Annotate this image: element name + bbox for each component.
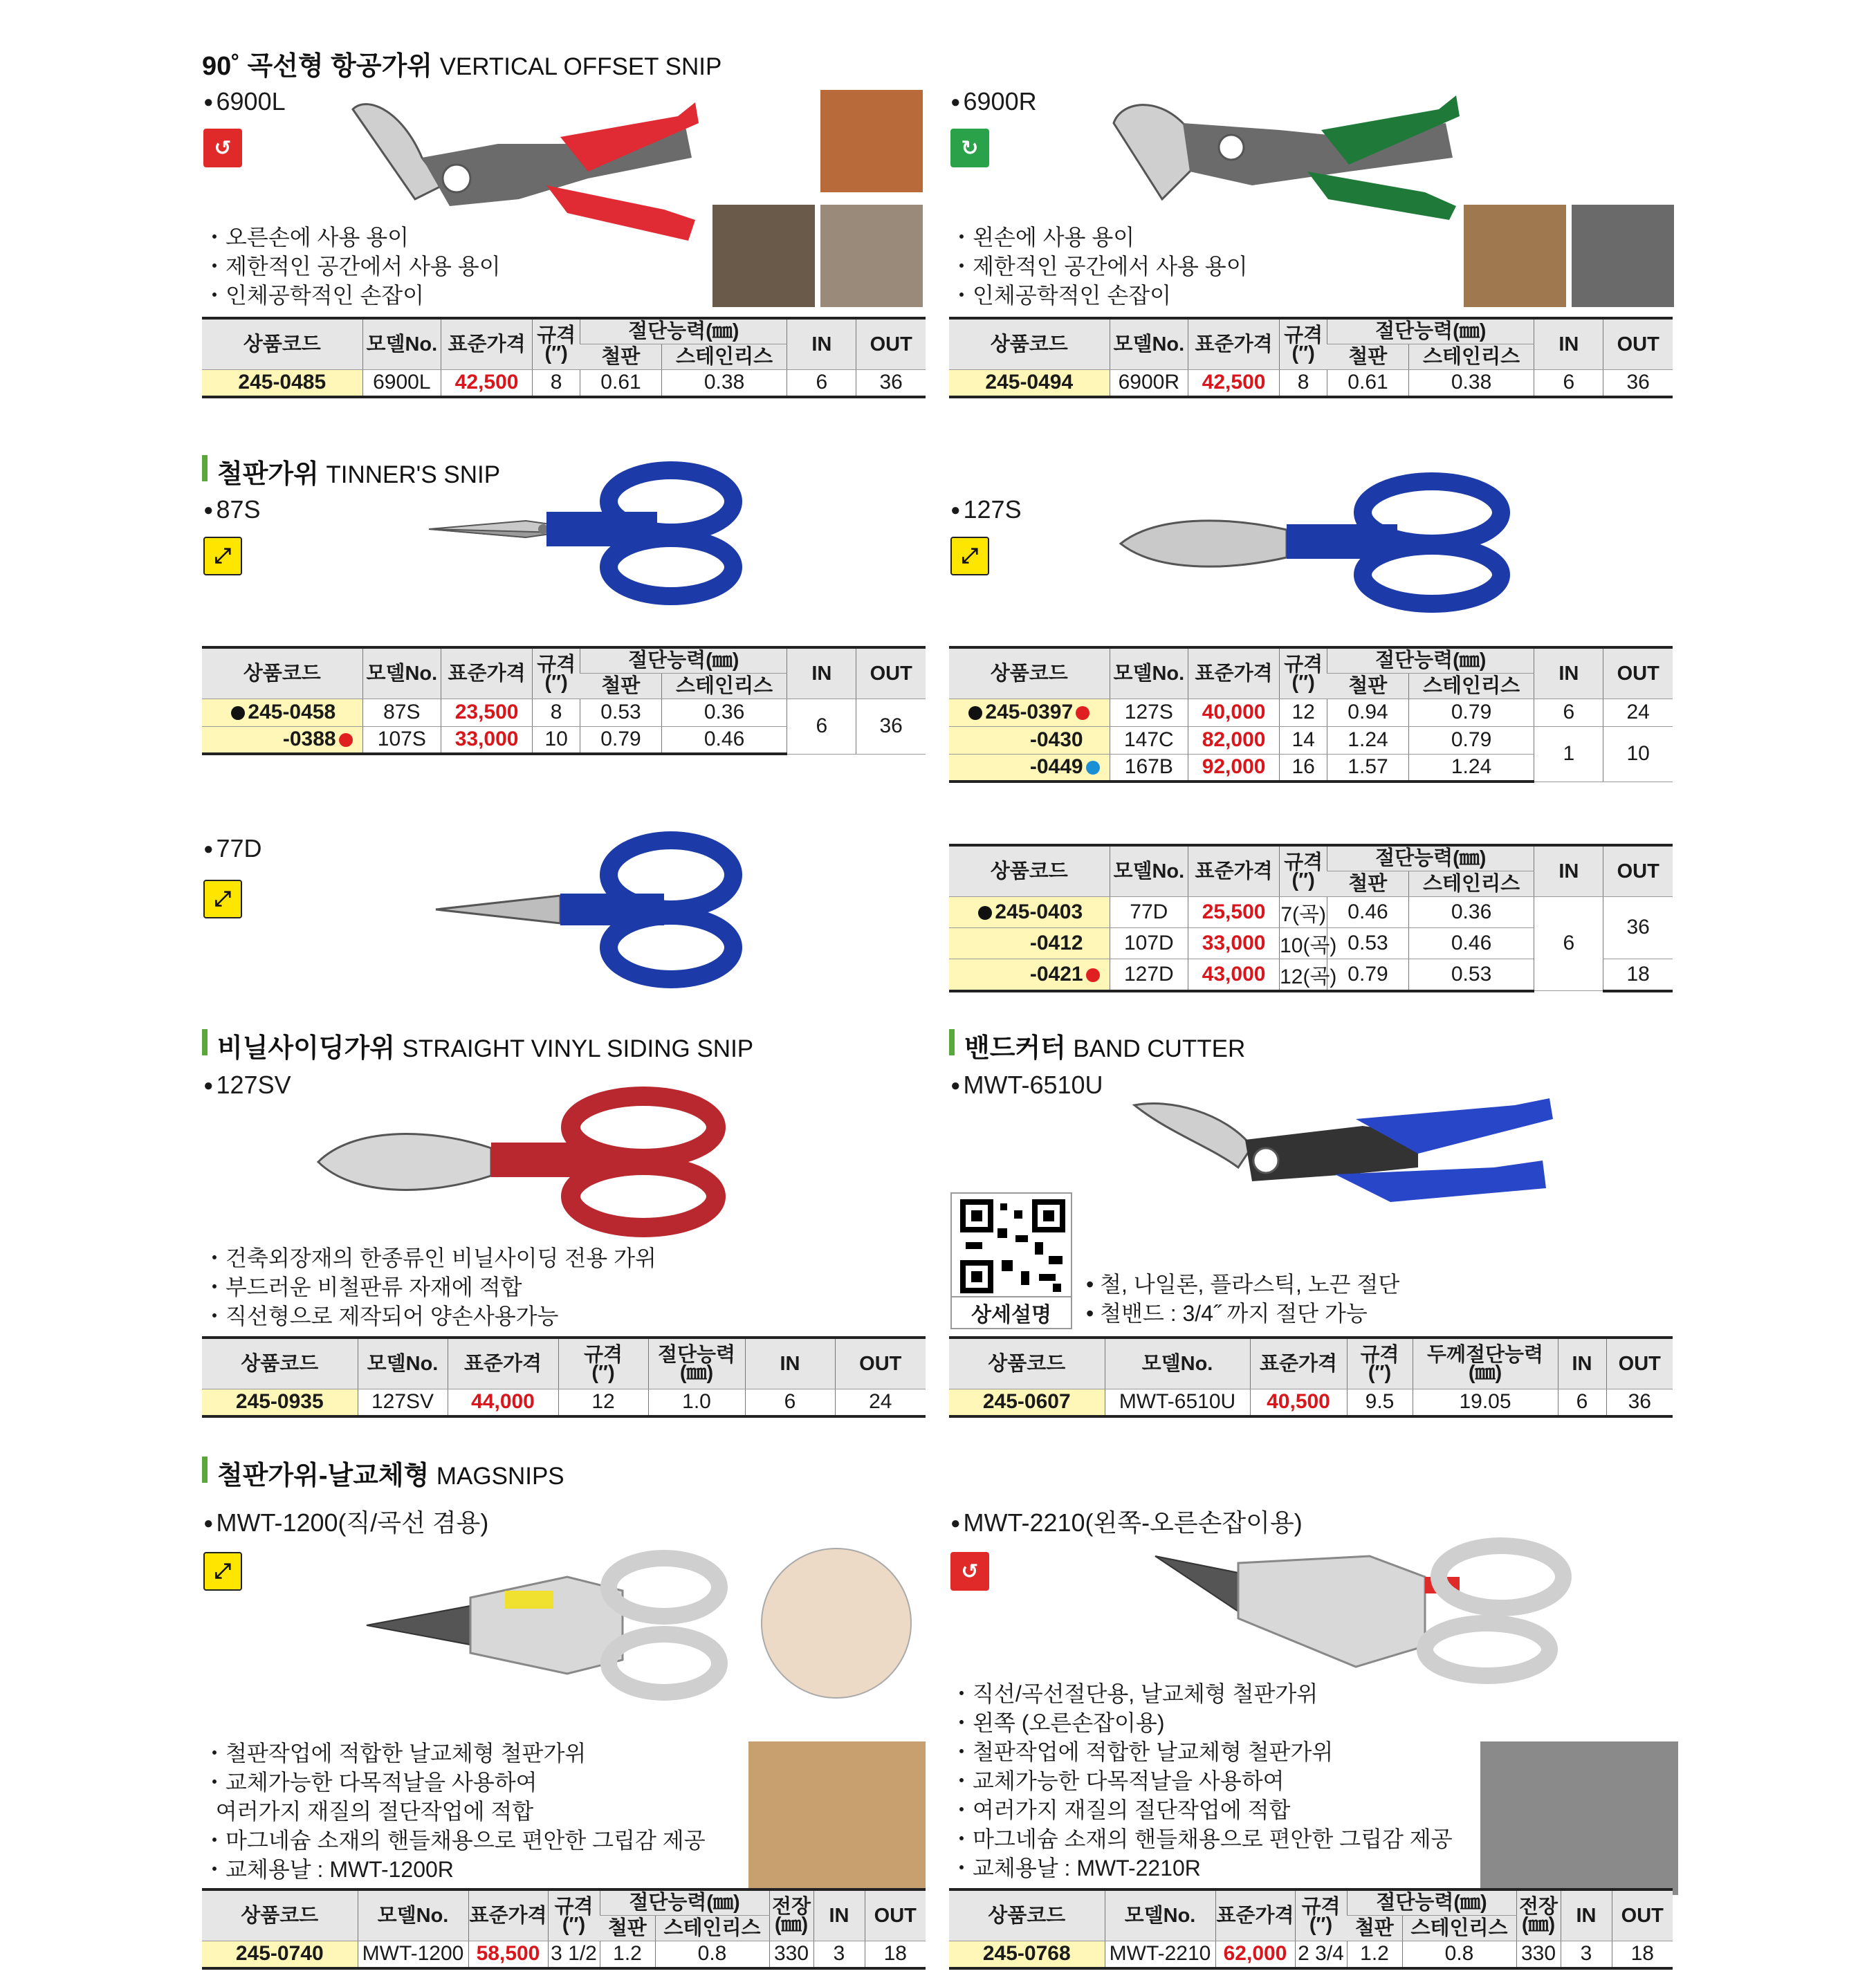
header-stainless: 스테인리스	[1408, 344, 1534, 369]
header-code: 상품코드	[949, 845, 1110, 896]
header-cut: 절단능력(㎜)	[600, 1889, 769, 1915]
snip-87S-image	[422, 463, 740, 602]
red-curve-arrows-icon: ↺	[950, 1552, 989, 1591]
header-cut: 절단능력(㎜)	[580, 647, 787, 673]
spec-table-127SV	[202, 1336, 926, 1418]
length: 330	[769, 1941, 813, 1968]
model-127S: ● 127S	[950, 495, 1022, 524]
feature-line: ・철판작업에 적합한 날교체형 철판가위	[203, 1741, 587, 1766]
qty-in: 6	[1534, 699, 1603, 726]
table-row	[949, 1941, 1673, 1968]
size: 10	[533, 726, 580, 754]
qty-out: 36	[1603, 369, 1673, 397]
product-code: -0421	[949, 959, 1110, 991]
header-model: 모델No.	[362, 318, 441, 369]
qty-in: 3	[813, 1941, 865, 1968]
qty-in: 3	[1561, 1941, 1612, 1968]
header-out: OUT	[1612, 1889, 1673, 1941]
model-no: 167B	[1110, 754, 1188, 782]
qty-in: 1	[1534, 726, 1603, 782]
feature-line: ・여러가지 재질의 절단작업에 적합	[950, 1797, 1291, 1822]
table-row	[949, 699, 1673, 726]
feature-line: • 철밴드 : 3/4˝ 까지 절단 가능	[1086, 1301, 1368, 1326]
product-code: -0449	[949, 754, 1110, 782]
snip-77D-image	[429, 830, 740, 989]
header-out: OUT	[1603, 845, 1673, 896]
header-model: 모델No.	[1105, 1889, 1215, 1941]
header-size: 규격 (″)	[533, 647, 580, 699]
header-in: IN	[745, 1338, 835, 1389]
cut-stainless: 0.36	[661, 699, 787, 726]
magsnip-2210-image	[1148, 1535, 1577, 1681]
header-size: 규격 (″)	[1295, 1889, 1347, 1941]
size: 12	[558, 1389, 648, 1416]
model-no: MWT-1200	[358, 1941, 468, 1968]
cut-stainless: 0.38	[661, 369, 787, 397]
header-in: IN	[1558, 1338, 1606, 1389]
header-in: IN	[1534, 318, 1603, 369]
model-MWT-6510U: ● MWT-6510U	[950, 1071, 1103, 1100]
header-size: 규격 (″)	[1280, 647, 1327, 699]
header-code: 상품코드	[949, 1889, 1105, 1941]
product-code: 245-0607	[949, 1389, 1105, 1416]
cut-steel: 0.79	[580, 726, 662, 754]
header-in: IN	[1561, 1889, 1612, 1941]
size: 8	[533, 699, 580, 726]
cut-steel: 0.46	[1327, 896, 1409, 927]
qty-out: 18	[1612, 1941, 1673, 1968]
cut-stainless: 1.24	[1408, 754, 1534, 782]
spec-table-77D	[949, 844, 1673, 992]
band-title-ko: 밴드커터	[964, 1034, 1066, 1063]
header-steel: 철판	[1327, 673, 1409, 699]
feature-line: ・마그네슘 소재의 핸들채용으로 편안한 그립감 제공	[950, 1827, 1453, 1851]
qty-out: 36	[856, 369, 926, 397]
table-row	[949, 726, 1673, 754]
cut-stainless: 0.79	[1408, 699, 1534, 726]
thick-cut-capacity: 19.05	[1413, 1389, 1558, 1416]
header-in: IN	[1534, 647, 1603, 699]
model-127SV: ● 127SV	[203, 1071, 291, 1100]
header-code: 상품코드	[202, 1889, 358, 1941]
size: 14	[1280, 726, 1327, 754]
usage-photo-4	[1464, 205, 1566, 307]
header-length: 전장 (㎜)	[769, 1889, 813, 1941]
yellow-arrows-icon: ⤢	[203, 880, 242, 918]
qty-in: 6	[787, 369, 856, 397]
model-87S: ● 87S	[203, 495, 261, 524]
size: 12(곡)	[1280, 959, 1327, 991]
qty-in: 6	[1534, 896, 1603, 991]
cut-stainless: 0.8	[655, 1941, 769, 1968]
size: 7(곡)	[1280, 896, 1327, 927]
feature-line: ・제한적인 공간에서 사용 용이	[950, 254, 1248, 279]
mag-title-en: MAGSNIPS	[436, 1463, 564, 1490]
header-in: IN	[813, 1889, 865, 1941]
header-price: 표준가격	[441, 647, 533, 699]
model-no: 6900L	[362, 369, 441, 397]
price: 33,000	[1188, 927, 1280, 959]
vinyl-features	[203, 1244, 656, 1331]
header-out: OUT	[865, 1889, 926, 1941]
header-steel: 철판	[1327, 344, 1409, 369]
usage-photo-2	[712, 205, 815, 307]
header-code: 상품코드	[949, 318, 1110, 369]
header-steel: 철판	[1327, 871, 1409, 896]
blue-dot-marker	[1086, 761, 1100, 775]
model-no: 6900R	[1110, 369, 1188, 397]
cut-steel: 1.2	[1347, 1941, 1402, 1968]
table-row	[202, 1389, 926, 1416]
table-row	[202, 369, 926, 397]
offset-right-features	[950, 223, 1248, 310]
model-no: 107D	[1110, 927, 1188, 959]
cut-stainless: 0.79	[1408, 726, 1534, 754]
green-curve-arrows-icon: ↻	[950, 129, 989, 167]
new-item-dot	[231, 706, 245, 720]
price: 40,500	[1250, 1389, 1347, 1416]
yellow-arrows-icon: ⤢	[950, 537, 989, 575]
vinyl-title-en: STRAIGHT VINYL SIDING SNIP	[402, 1035, 754, 1062]
header-cut: 절단능력(㎜)	[1347, 1889, 1516, 1915]
header-price: 표준가격	[1188, 845, 1280, 896]
header-cut: 절단능력 (㎜)	[648, 1338, 745, 1389]
header-code: 상품코드	[949, 647, 1110, 699]
model-no: 127S	[1110, 699, 1188, 726]
cut-steel: 0.94	[1327, 699, 1409, 726]
model-no: 127SV	[358, 1389, 448, 1416]
vinyl-section-title	[202, 1026, 753, 1064]
new-item-dot	[978, 906, 992, 920]
offset-title-en: VERTICAL OFFSET SNIP	[439, 53, 722, 80]
cut-steel: 0.53	[580, 699, 662, 726]
magsnip-1200-image	[360, 1549, 733, 1708]
product-code: -0412	[949, 927, 1110, 959]
feature-line: ・철판작업에 적합한 날교체형 철판가위	[950, 1739, 1334, 1764]
model-6900R: ● 6900R	[950, 87, 1037, 116]
model-no: 147C	[1110, 726, 1188, 754]
feature-line: ・제한적인 공간에서 사용 용이	[203, 254, 501, 279]
header-price: 표준가격	[1215, 1889, 1295, 1941]
model-6900L: ● 6900L	[203, 87, 286, 116]
qr-detail-label: 상세설명	[950, 1297, 1072, 1329]
magsnip-grip-photo	[761, 1548, 912, 1699]
header-price: 표준가격	[1188, 647, 1280, 699]
length: 330	[1516, 1941, 1561, 1968]
cut-stainless: 0.38	[1408, 369, 1534, 397]
spec-table-127S	[949, 646, 1673, 783]
feature-line: ・왼손에 사용 용이	[950, 225, 1135, 250]
price: 43,000	[1188, 959, 1280, 991]
qty-out: 36	[1606, 1389, 1673, 1416]
feature-line: ・직선/곡선절단용, 날교체형 철판가위	[950, 1681, 1318, 1706]
feature-line: ・마그네슘 소재의 핸들채용으로 편안한 그립감 제공	[203, 1828, 706, 1853]
price: 42,500	[441, 369, 533, 397]
product-code: 245-0494	[949, 369, 1110, 397]
header-price: 표준가격	[448, 1338, 558, 1389]
qty-out: 18	[1603, 959, 1673, 991]
header-size: 규격 (″)	[558, 1338, 648, 1389]
feature-line: ・부드러운 비철판류 자재에 적합	[203, 1275, 522, 1300]
cut-steel: 0.61	[1327, 369, 1409, 397]
header-code: 상품코드	[202, 1338, 358, 1389]
product-code: -0430	[949, 726, 1110, 754]
feature-line: ・인체공학적인 손잡이	[950, 283, 1172, 308]
tinner-title-ko: 철판가위	[217, 460, 319, 489]
red-dot-marker	[1086, 968, 1100, 982]
snip-127S-image	[1114, 474, 1515, 613]
header-out: OUT	[1603, 318, 1673, 369]
product-code: 245-0485	[202, 369, 362, 397]
header-price: 표준가격	[468, 1889, 548, 1941]
cut-stainless: 0.36	[1408, 896, 1534, 927]
red-curve-arrows-icon: ↺	[203, 129, 242, 167]
magsnip-usage-photo	[748, 1741, 926, 1895]
cut-stainless: 0.53	[1408, 959, 1534, 991]
product-code: -0388	[202, 726, 362, 754]
snip-127SV-image	[311, 1086, 733, 1238]
feature-line: ・왼쪽 (오른손잡이용)	[950, 1710, 1165, 1735]
header-model: 모델No.	[1105, 1338, 1250, 1389]
header-size: 규격 (″)	[1280, 845, 1327, 896]
product-code: 245-0935	[202, 1389, 358, 1416]
model-no: 77D	[1110, 896, 1188, 927]
qty-in: 6	[787, 699, 856, 754]
header-cut: 절단능력(㎜)	[1327, 845, 1534, 871]
model-no: 87S	[362, 699, 441, 726]
size: 10(곡)	[1280, 927, 1327, 959]
header-code: 상품코드	[202, 647, 362, 699]
mag-section-title	[202, 1454, 564, 1492]
product-code: 245-0768	[949, 1941, 1105, 1968]
qty-out: 36	[1603, 896, 1673, 959]
band-features	[1086, 1270, 1399, 1328]
offset-section-title	[202, 44, 721, 82]
header-code: 상품코드	[202, 318, 362, 369]
spec-table-6900L	[202, 317, 926, 398]
usage-photo-5	[1572, 205, 1674, 307]
cut-stainless: 0.8	[1402, 1941, 1516, 1968]
header-cut: 절단능력(㎜)	[1327, 318, 1534, 344]
header-steel: 철판	[580, 344, 662, 369]
header-size: 규격 (″)	[1280, 318, 1327, 369]
header-model: 모델No.	[1110, 647, 1188, 699]
header-price: 표준가격	[441, 318, 533, 369]
red-dot-marker	[1076, 706, 1089, 720]
size: 8	[1280, 369, 1327, 397]
header-stainless: 스테인리스	[1408, 871, 1534, 896]
band-cutter-image	[1128, 1091, 1556, 1223]
qr-code[interactable]	[950, 1192, 1072, 1297]
model-MWT-1200: ● MWT-1200(직/곡선 겸용)	[203, 1504, 488, 1539]
header-out: OUT	[1603, 647, 1673, 699]
tinner-title-en: TINNER'S SNIP	[326, 461, 501, 488]
feature-line: ・직선형으로 제작되어 양손사용가능	[203, 1304, 559, 1329]
size: 8	[533, 369, 580, 397]
header-out: OUT	[835, 1338, 926, 1389]
product-code: 245-0397	[949, 699, 1110, 726]
qty-in: 6	[1534, 369, 1603, 397]
cut-steel: 0.79	[1327, 959, 1409, 991]
offset-title-ko: 90˚ 곡선형 항공가위	[202, 52, 432, 81]
qty-in: 6	[745, 1389, 835, 1416]
header-out: OUT	[856, 318, 926, 369]
size: 2 3/4	[1295, 1941, 1347, 1968]
vinyl-title-ko: 비닐사이딩가위	[217, 1034, 395, 1063]
header-in: IN	[1534, 845, 1603, 896]
qty-out: 36	[856, 699, 926, 754]
header-length: 전장 (㎜)	[1516, 1889, 1561, 1941]
table-row	[949, 896, 1673, 927]
usage-photo-3	[820, 205, 923, 307]
mag-title-ko: 철판가위-날교체형	[217, 1461, 430, 1490]
red-dot-marker	[339, 733, 353, 747]
header-in: IN	[787, 318, 856, 369]
mag-right-features	[950, 1679, 1453, 1883]
offset-left-features	[203, 223, 501, 310]
cut-stainless: 0.46	[1408, 927, 1534, 959]
cut-capacity: 1.0	[648, 1389, 745, 1416]
band-section-title	[949, 1026, 1245, 1064]
qty-out: 24	[835, 1389, 926, 1416]
model-MWT-2210: ● MWT-2210(왼쪽-오른손잡이용)	[950, 1504, 1303, 1539]
header-steel: 철판	[1347, 1915, 1402, 1941]
feature-line: ・건축외장재의 한종류인 비닐사이딩 전용 가위	[203, 1246, 656, 1270]
size: 12	[1280, 699, 1327, 726]
feature-line: ・인체공학적인 손잡이	[203, 283, 425, 308]
price: 33,000	[441, 726, 533, 754]
product-code: 245-0403	[949, 896, 1110, 927]
header-steel: 철판	[580, 673, 662, 699]
feature-line: ・교체용날 : MWT-2210R	[950, 1856, 1201, 1880]
usage-photo-1	[820, 90, 923, 192]
spec-table-87S	[202, 646, 926, 755]
header-cut: 절단능력(㎜)	[580, 318, 787, 344]
header-stainless: 스테인리스	[1402, 1915, 1516, 1941]
model-no: MWT-2210	[1105, 1941, 1215, 1968]
product-code: 245-0740	[202, 1941, 358, 1968]
header-price: 표준가격	[1188, 318, 1280, 369]
model-no: 107S	[362, 726, 441, 754]
header-stainless: 스테인리스	[1408, 673, 1534, 699]
table-row	[949, 1389, 1673, 1416]
qty-in: 6	[1558, 1389, 1606, 1416]
model-no: 127D	[1110, 959, 1188, 991]
feature-line: ・교체용날 : MWT-1200R	[203, 1857, 454, 1882]
qty-out: 18	[865, 1941, 926, 1968]
header-out: OUT	[1606, 1338, 1673, 1389]
cut-steel: 1.24	[1327, 726, 1409, 754]
new-item-dot	[968, 706, 982, 720]
header-size: 규격 (″)	[533, 318, 580, 369]
header-stainless: 스테인리스	[661, 673, 787, 699]
cut-steel: 1.57	[1327, 754, 1409, 782]
price: 40,000	[1188, 699, 1280, 726]
yellow-arrows-icon: ⤢	[203, 537, 242, 575]
header-size: 규격 (″)	[1347, 1338, 1413, 1389]
spec-table-6900R	[949, 317, 1673, 398]
feature-line: ・교체가능한 다목적날을 사용하여	[950, 1768, 1285, 1793]
price: 25,500	[1188, 896, 1280, 927]
feature-line: ・오른손에 사용 용이	[203, 225, 410, 250]
header-code: 상품코드	[949, 1338, 1105, 1389]
table-row	[202, 1941, 926, 1968]
snip-6900R-image	[1100, 82, 1460, 220]
size: 3 1/2	[548, 1941, 600, 1968]
feature-line: ・교체가능한 다목적날을 사용하여	[203, 1770, 537, 1795]
cut-steel: 1.2	[600, 1941, 655, 1968]
header-size: 규격 (″)	[548, 1889, 600, 1941]
header-in: IN	[787, 647, 856, 699]
qty-out: 24	[1603, 699, 1673, 726]
spec-table-MWT-1200	[202, 1888, 926, 1970]
header-model: 모델No.	[362, 647, 441, 699]
header-steel: 철판	[600, 1915, 655, 1941]
price: 58,500	[468, 1941, 548, 1968]
cut-stainless: 0.46	[661, 726, 787, 754]
spec-table-MWT-2210	[949, 1888, 1673, 1970]
mag-left-features	[203, 1739, 706, 1884]
price: 44,000	[448, 1389, 558, 1416]
price: 42,500	[1188, 369, 1280, 397]
spec-table-MWT-6510U	[949, 1336, 1673, 1418]
cut-steel: 0.61	[580, 369, 662, 397]
size: 16	[1280, 754, 1327, 782]
price: 62,000	[1215, 1941, 1295, 1968]
header-out: OUT	[856, 647, 926, 699]
header-model: 모델No.	[1110, 318, 1188, 369]
size: 9.5	[1347, 1389, 1413, 1416]
price: 23,500	[441, 699, 533, 726]
model-no: MWT-6510U	[1105, 1389, 1250, 1416]
magsnip-2210-usage-photo	[1480, 1741, 1678, 1895]
header-cut: 절단능력(㎜)	[1327, 647, 1534, 673]
header-stainless: 스테인리스	[655, 1915, 769, 1941]
table-row	[202, 699, 926, 726]
header-stainless: 스테인리스	[661, 344, 787, 369]
feature-line: 여러가지 재질의 절단작업에 적합	[203, 1799, 534, 1824]
price: 82,000	[1188, 726, 1280, 754]
cut-steel: 0.53	[1327, 927, 1409, 959]
header-model: 모델No.	[358, 1889, 468, 1941]
feature-line: • 철, 나일론, 플라스틱, 노끈 절단	[1086, 1272, 1400, 1297]
table-row	[949, 369, 1673, 397]
model-77D: ● 77D	[203, 834, 262, 863]
price: 92,000	[1188, 754, 1280, 782]
header-model: 모델No.	[1110, 845, 1188, 896]
qty-out: 10	[1603, 726, 1673, 782]
product-code: 245-0458	[202, 699, 362, 726]
yellow-arrows-icon: ⤢	[203, 1552, 242, 1591]
header-model: 모델No.	[358, 1338, 448, 1389]
header-thick-cut: 두께절단능력 (㎜)	[1413, 1338, 1558, 1389]
header-price: 표준가격	[1250, 1338, 1347, 1389]
band-title-en: BAND CUTTER	[1073, 1035, 1246, 1062]
